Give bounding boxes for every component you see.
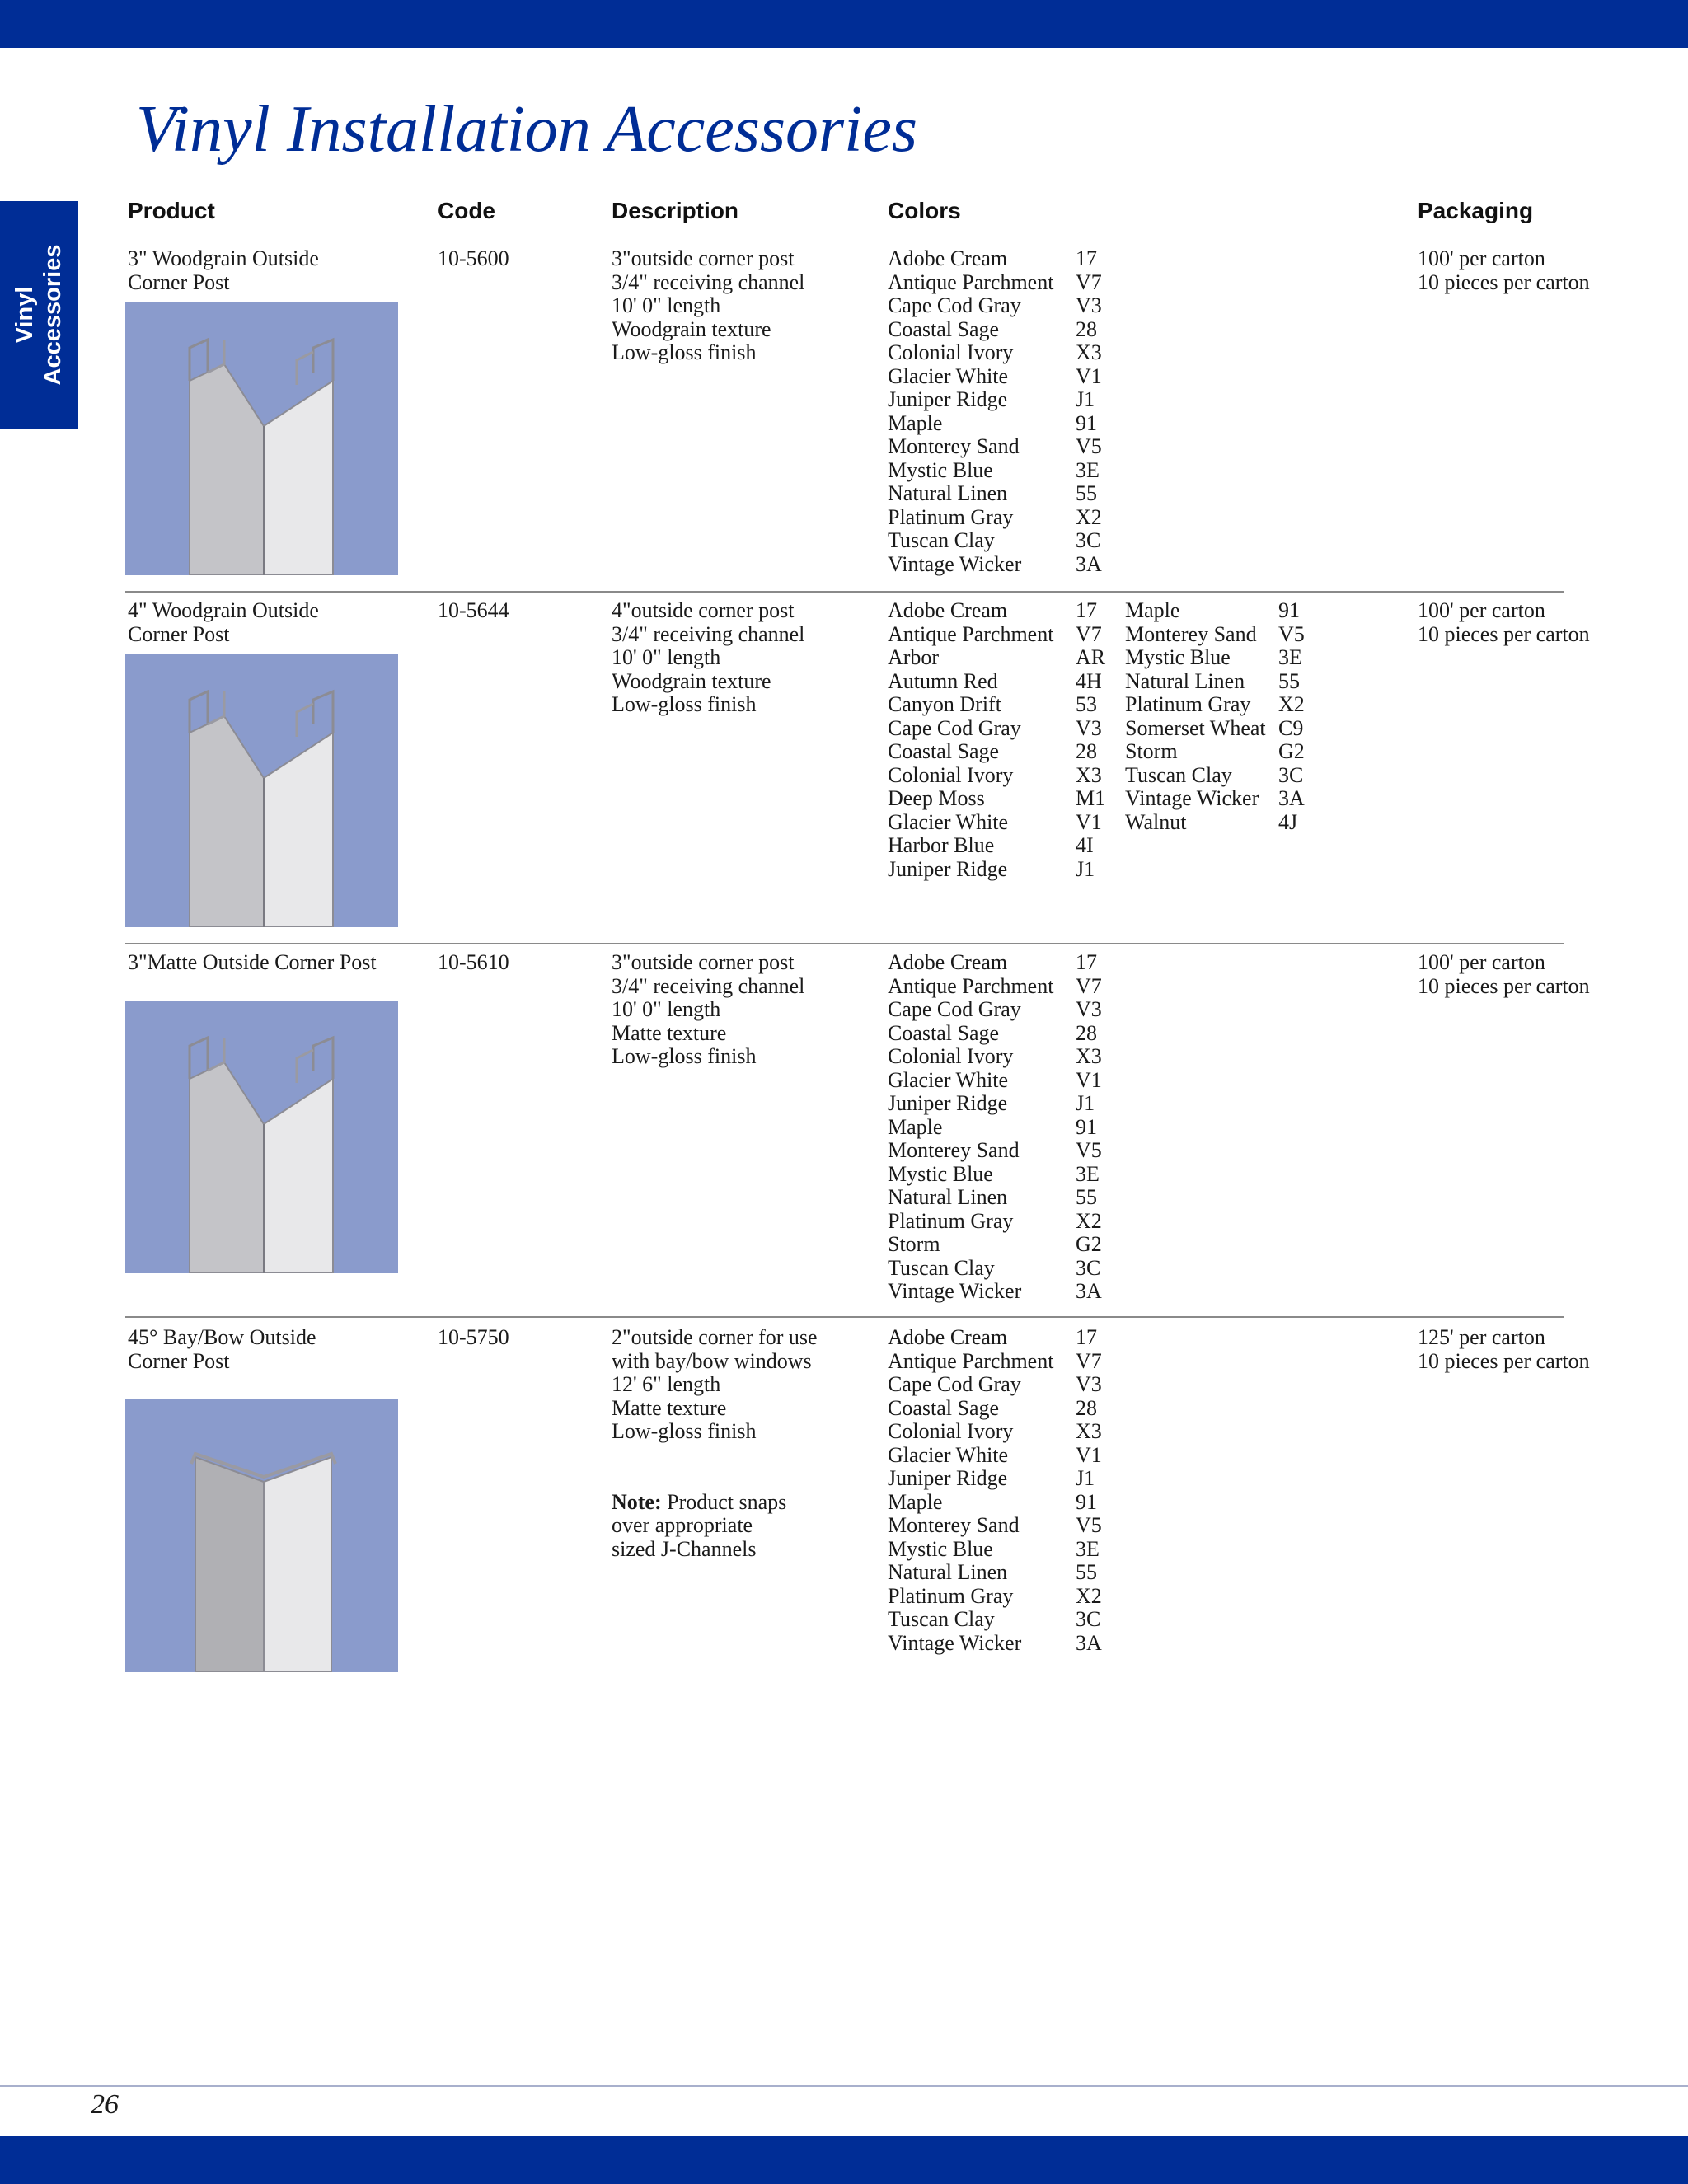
color-code: 3A — [1076, 1279, 1102, 1303]
color-entry — [888, 318, 1109, 342]
colors-list — [888, 951, 1109, 1304]
packaging-line: 10 pieces per carton — [1418, 621, 1590, 646]
description-line: 10' 0" length — [612, 997, 721, 1021]
color-entry — [888, 506, 1109, 530]
note-text-line: sized J-Channels — [612, 1536, 757, 1561]
color-code: 3E — [1076, 1536, 1100, 1561]
color-name: Natural Linen — [1125, 668, 1245, 693]
color-name: Vintage Wicker — [888, 551, 1022, 576]
color-code: V5 — [1076, 434, 1102, 458]
color-name: Mystic Blue — [888, 1161, 993, 1186]
color-entry — [888, 951, 1109, 975]
color-code: 91 — [1076, 1114, 1097, 1139]
color-name: Storm — [1125, 739, 1178, 763]
color-name: Colonial Ivory — [888, 762, 1014, 787]
color-entry — [888, 764, 1109, 788]
description-line: with bay/bow windows — [612, 1348, 812, 1373]
packaging-line: 10 pieces per carton — [1418, 269, 1590, 294]
color-entry — [888, 1373, 1109, 1397]
product-name-line: 3"Matte Outside Corner Post — [128, 950, 377, 974]
color-code: J1 — [1076, 387, 1095, 411]
color-code: 4I — [1076, 833, 1094, 857]
color-name: Platinum Gray — [888, 504, 1014, 529]
color-name: Cape Cod Gray — [888, 715, 1021, 740]
color-name: Vintage Wicker — [888, 1630, 1022, 1655]
color-code: V3 — [1076, 715, 1102, 740]
color-code: 3C — [1076, 528, 1101, 552]
color-entry — [888, 388, 1109, 412]
color-name: Deep Moss — [888, 786, 985, 810]
product-name-line: Corner Post — [128, 621, 230, 646]
color-code: V3 — [1076, 293, 1102, 317]
color-entry — [1125, 764, 1311, 788]
colors-list — [888, 1326, 1109, 1655]
color-entry — [888, 623, 1109, 647]
color-entry — [1125, 787, 1311, 811]
color-code: V7 — [1076, 973, 1102, 998]
color-name: Adobe Cream — [888, 246, 1008, 270]
color-code: AR — [1076, 645, 1106, 669]
color-name: Glacier White — [888, 809, 1009, 834]
color-name: Coastal Sage — [888, 316, 1000, 341]
product-packaging — [1418, 951, 1590, 998]
color-entry — [888, 717, 1109, 741]
header-description: Description — [612, 198, 739, 223]
packaging-line: 10 pieces per carton — [1418, 973, 1590, 998]
color-code: C9 — [1278, 715, 1304, 740]
post-right-face — [264, 1457, 331, 1672]
color-code: 53 — [1076, 692, 1097, 716]
color-code: 17 — [1076, 598, 1097, 622]
color-entry — [888, 1139, 1109, 1163]
packaging-line: 100' per carton — [1418, 246, 1545, 270]
color-entry — [888, 1632, 1109, 1656]
header-packaging: Packaging — [1418, 198, 1534, 223]
color-entry — [1125, 693, 1311, 717]
description-gap — [612, 1444, 818, 1468]
color-entry — [1125, 740, 1311, 764]
packaging-line: 100' per carton — [1418, 598, 1545, 622]
color-code: X2 — [1076, 504, 1102, 529]
color-code: 55 — [1076, 481, 1097, 505]
color-code: 3C — [1076, 1255, 1101, 1280]
description-gap — [612, 1467, 818, 1491]
color-code: V5 — [1076, 1138, 1102, 1162]
note-text-line: over appropriate — [612, 1513, 753, 1537]
color-code: G2 — [1278, 739, 1305, 763]
description-line: Low-gloss finish — [612, 1419, 757, 1443]
color-entry — [888, 412, 1109, 436]
color-entry — [888, 787, 1109, 811]
color-code: 3E — [1278, 645, 1302, 669]
color-name: Maple — [888, 410, 943, 435]
color-name: Antique Parchment — [888, 973, 1054, 998]
color-code: 55 — [1278, 668, 1300, 693]
description-line: 3"outside corner post — [612, 246, 795, 270]
product-name-line: 45° Bay/Bow Outside — [128, 1325, 316, 1349]
color-code: V5 — [1278, 621, 1305, 646]
color-code: X3 — [1076, 762, 1102, 787]
description-line: 2"outside corner for use — [612, 1325, 818, 1349]
color-code: 91 — [1076, 410, 1097, 435]
description-line: Woodgrain texture — [612, 668, 771, 693]
product-figure — [125, 1001, 398, 1273]
color-name: Cape Cod Gray — [888, 997, 1021, 1021]
section-tab-label: Vinyl Accessories — [12, 244, 66, 386]
product-name-line: Corner Post — [128, 269, 230, 294]
color-entry — [888, 1608, 1109, 1632]
color-entry — [888, 1514, 1109, 1538]
color-code: 28 — [1076, 739, 1097, 763]
product-code: 10-5600 — [438, 246, 509, 270]
color-name: Maple — [1125, 598, 1180, 622]
color-entry — [1125, 670, 1311, 694]
page-title: Vinyl Installation Accessories — [136, 93, 918, 166]
color-entry — [888, 834, 1109, 858]
color-name: Cape Cod Gray — [888, 1372, 1021, 1396]
color-entry — [888, 599, 1109, 623]
color-name: Walnut — [1125, 809, 1187, 834]
color-name: Monterey Sand — [888, 1513, 1020, 1537]
product-code: 10-5750 — [438, 1325, 509, 1349]
color-entry — [888, 646, 1109, 670]
color-name: Natural Linen — [888, 1560, 1008, 1584]
product-name-line: 4" Woodgrain Outside — [128, 598, 319, 622]
header-product: Product — [128, 198, 215, 223]
description-line: 10' 0" length — [612, 645, 721, 669]
color-entry — [888, 1257, 1109, 1281]
color-name: Mystic Blue — [888, 457, 993, 482]
product-figure — [125, 1399, 398, 1672]
color-name: Coastal Sage — [888, 1395, 1000, 1420]
footer-divider — [0, 2085, 1688, 2087]
color-name: Glacier White — [888, 1067, 1009, 1092]
color-entry — [888, 553, 1109, 577]
color-name: Tuscan Clay — [888, 528, 995, 552]
description-line: 3/4" receiving channel — [612, 973, 805, 998]
color-entry — [1125, 623, 1311, 647]
color-entry — [888, 1420, 1109, 1444]
product-description — [612, 247, 804, 365]
color-name: Tuscan Clay — [1125, 762, 1232, 787]
colors-list-secondary — [1125, 599, 1311, 834]
product-packaging — [1418, 599, 1590, 646]
color-code: 3A — [1076, 551, 1102, 576]
color-code: G2 — [1076, 1232, 1102, 1256]
color-code: 55 — [1076, 1185, 1097, 1209]
color-code: V1 — [1076, 809, 1102, 834]
color-name: Monterey Sand — [888, 1138, 1020, 1162]
packaging-line: 125' per carton — [1418, 1325, 1545, 1349]
description-line: 3"outside corner post — [612, 950, 795, 974]
description-line: Low-gloss finish — [612, 1044, 757, 1068]
color-code: M1 — [1076, 786, 1106, 810]
color-code: 28 — [1076, 316, 1097, 341]
color-name: Glacier White — [888, 363, 1009, 388]
color-name: Colonial Ivory — [888, 1044, 1014, 1068]
color-name: Canyon Drift — [888, 692, 1001, 716]
product-name — [128, 951, 377, 975]
color-entry — [888, 294, 1109, 318]
color-entry — [888, 1585, 1109, 1609]
description-line: Matte texture — [612, 1395, 727, 1420]
color-code: 17 — [1076, 950, 1097, 974]
color-entry — [888, 975, 1109, 999]
color-code: 55 — [1076, 1560, 1097, 1584]
color-name: Natural Linen — [888, 481, 1008, 505]
color-entry — [888, 365, 1109, 389]
color-code: 4J — [1278, 809, 1298, 834]
color-entry — [888, 1022, 1109, 1046]
color-entry — [888, 529, 1109, 553]
colors-list — [888, 599, 1109, 881]
section-tab — [0, 201, 78, 429]
color-name: Platinum Gray — [1125, 692, 1251, 716]
channel-corner-post-icon — [125, 654, 398, 927]
product-name-line: Corner Post — [128, 1348, 230, 1373]
note-label: Note: — [612, 1489, 662, 1514]
color-entry — [888, 998, 1109, 1022]
color-code: J1 — [1076, 856, 1095, 881]
color-name: Adobe Cream — [888, 1325, 1008, 1349]
color-code: X3 — [1076, 1419, 1102, 1443]
color-name: Platinum Gray — [888, 1208, 1014, 1233]
color-name: Mystic Blue — [888, 1536, 993, 1561]
header-code: Code — [438, 198, 495, 223]
color-entry — [888, 435, 1109, 459]
product-description — [612, 1326, 818, 1561]
color-entry — [1125, 599, 1311, 623]
page-number: 26 — [91, 2089, 119, 2120]
bottom-banner — [0, 2136, 1688, 2184]
color-code: 28 — [1076, 1020, 1097, 1045]
color-entry — [888, 1092, 1109, 1116]
color-entry — [888, 1069, 1109, 1093]
color-code: V1 — [1076, 1442, 1102, 1467]
product-code: 10-5610 — [438, 950, 509, 974]
color-entry — [888, 1233, 1109, 1257]
color-code: 17 — [1076, 246, 1097, 270]
product-code: 10-5644 — [438, 598, 509, 622]
color-entry — [888, 1163, 1109, 1187]
description-line: Low-gloss finish — [612, 692, 757, 716]
color-entry — [888, 811, 1109, 835]
color-name: Juniper Ridge — [888, 1466, 1008, 1490]
color-entry — [1125, 717, 1311, 741]
product-description — [612, 951, 804, 1069]
channel-corner-post-icon — [125, 302, 398, 575]
description-line: Low-gloss finish — [612, 340, 757, 364]
color-name: Maple — [888, 1489, 943, 1514]
product-description — [612, 599, 804, 717]
color-entry — [888, 482, 1109, 506]
bay-bow-corner-post-icon — [125, 1399, 398, 1672]
product-packaging — [1418, 247, 1590, 294]
color-code: 3A — [1278, 786, 1305, 810]
color-name: Natural Linen — [888, 1185, 1008, 1209]
color-name: Antique Parchment — [888, 1348, 1054, 1373]
color-code: X3 — [1076, 1044, 1102, 1068]
color-name: Vintage Wicker — [1125, 786, 1259, 810]
color-name: Colonial Ivory — [888, 340, 1014, 364]
product-name — [128, 599, 319, 646]
color-name: Vintage Wicker — [888, 1279, 1022, 1303]
color-code: 17 — [1076, 1325, 1097, 1349]
color-entry — [888, 740, 1109, 764]
product-name — [128, 247, 319, 294]
description-line: Matte texture — [612, 1020, 727, 1045]
color-entry — [888, 1350, 1109, 1374]
color-code: J1 — [1076, 1091, 1095, 1115]
color-code: J1 — [1076, 1466, 1095, 1490]
description-line: 12' 6" length — [612, 1372, 721, 1396]
color-entry — [1125, 811, 1311, 835]
color-code: 3C — [1278, 762, 1304, 787]
color-code: V1 — [1076, 1067, 1102, 1092]
color-name: Autumn Red — [888, 668, 998, 693]
packaging-line: 100' per carton — [1418, 950, 1545, 974]
top-banner — [0, 0, 1688, 48]
description-line: 4"outside corner post — [612, 598, 795, 622]
color-entry — [888, 1491, 1109, 1515]
color-name: Tuscan Clay — [888, 1607, 995, 1631]
color-code: 91 — [1278, 598, 1300, 622]
color-code: V3 — [1076, 1372, 1102, 1396]
description-line: 3/4" receiving channel — [612, 621, 805, 646]
color-code: V3 — [1076, 997, 1102, 1021]
color-entry — [888, 1280, 1109, 1304]
product-note — [612, 1491, 818, 1515]
color-name: Glacier White — [888, 1442, 1009, 1467]
color-entry — [888, 1444, 1109, 1468]
color-name: Storm — [888, 1232, 940, 1256]
color-entry — [888, 271, 1109, 295]
color-entry — [888, 1397, 1109, 1421]
color-name: Harbor Blue — [888, 833, 995, 857]
color-name: Juniper Ridge — [888, 1091, 1008, 1115]
color-code: 3C — [1076, 1607, 1101, 1631]
color-entry — [888, 1467, 1109, 1491]
color-entry — [888, 693, 1109, 717]
description-line: Woodgrain texture — [612, 316, 771, 341]
color-entry — [888, 1116, 1109, 1140]
product-figure — [125, 302, 398, 575]
color-code: V7 — [1076, 269, 1102, 294]
row-divider — [125, 591, 1564, 593]
color-name: Maple — [888, 1114, 943, 1139]
color-code: X2 — [1278, 692, 1305, 716]
color-entry — [888, 1045, 1109, 1069]
color-name: Cape Cod Gray — [888, 293, 1021, 317]
color-name: Tuscan Clay — [888, 1255, 995, 1280]
color-entry — [888, 1561, 1109, 1585]
color-code: V1 — [1076, 363, 1102, 388]
color-entry — [888, 459, 1109, 483]
color-name: Coastal Sage — [888, 1020, 1000, 1045]
color-name: Adobe Cream — [888, 598, 1008, 622]
colors-list — [888, 247, 1109, 576]
product-figure — [125, 654, 398, 927]
color-code: V7 — [1076, 1348, 1102, 1373]
color-name: Somerset Wheat — [1125, 715, 1266, 740]
row-divider — [125, 943, 1564, 944]
color-name: Monterey Sand — [888, 434, 1020, 458]
row-divider — [125, 1316, 1564, 1318]
channel-corner-post-icon — [125, 1001, 398, 1273]
color-entry — [888, 1210, 1109, 1234]
product-name — [128, 1326, 316, 1373]
color-code: 3A — [1076, 1630, 1102, 1655]
color-name: Monterey Sand — [1125, 621, 1257, 646]
color-code: X2 — [1076, 1583, 1102, 1608]
color-code: 3E — [1076, 1161, 1100, 1186]
color-entry — [888, 858, 1109, 882]
color-entry — [888, 1186, 1109, 1210]
color-name: Juniper Ridge — [888, 856, 1008, 881]
color-code: X2 — [1076, 1208, 1102, 1233]
color-entry — [888, 670, 1109, 694]
color-name: Colonial Ivory — [888, 1419, 1014, 1443]
color-code: V7 — [1076, 621, 1102, 646]
description-line: 10' 0" length — [612, 293, 721, 317]
color-code: 3E — [1076, 457, 1100, 482]
description-line: 3/4" receiving channel — [612, 269, 805, 294]
color-name: Juniper Ridge — [888, 387, 1008, 411]
color-name: Antique Parchment — [888, 269, 1054, 294]
note-text: Product snaps — [661, 1489, 787, 1514]
color-name: Adobe Cream — [888, 950, 1008, 974]
color-name: Coastal Sage — [888, 739, 1000, 763]
color-entry — [888, 247, 1109, 271]
color-name: Antique Parchment — [888, 621, 1054, 646]
header-colors: Colors — [888, 198, 961, 223]
packaging-line: 10 pieces per carton — [1418, 1348, 1590, 1373]
color-entry — [888, 1326, 1109, 1350]
color-entry — [888, 341, 1109, 365]
color-code: V5 — [1076, 1513, 1102, 1537]
color-name: Arbor — [888, 645, 940, 669]
color-name: Mystic Blue — [1125, 645, 1231, 669]
product-packaging — [1418, 1326, 1590, 1373]
color-code: 28 — [1076, 1395, 1097, 1420]
color-entry — [1125, 646, 1311, 670]
color-code: X3 — [1076, 340, 1102, 364]
color-code: 4H — [1076, 668, 1102, 693]
post-left-face — [195, 1457, 264, 1672]
color-entry — [888, 1538, 1109, 1562]
product-name-line: 3" Woodgrain Outside — [128, 246, 319, 270]
color-name: Platinum Gray — [888, 1583, 1014, 1608]
color-code: 91 — [1076, 1489, 1097, 1514]
